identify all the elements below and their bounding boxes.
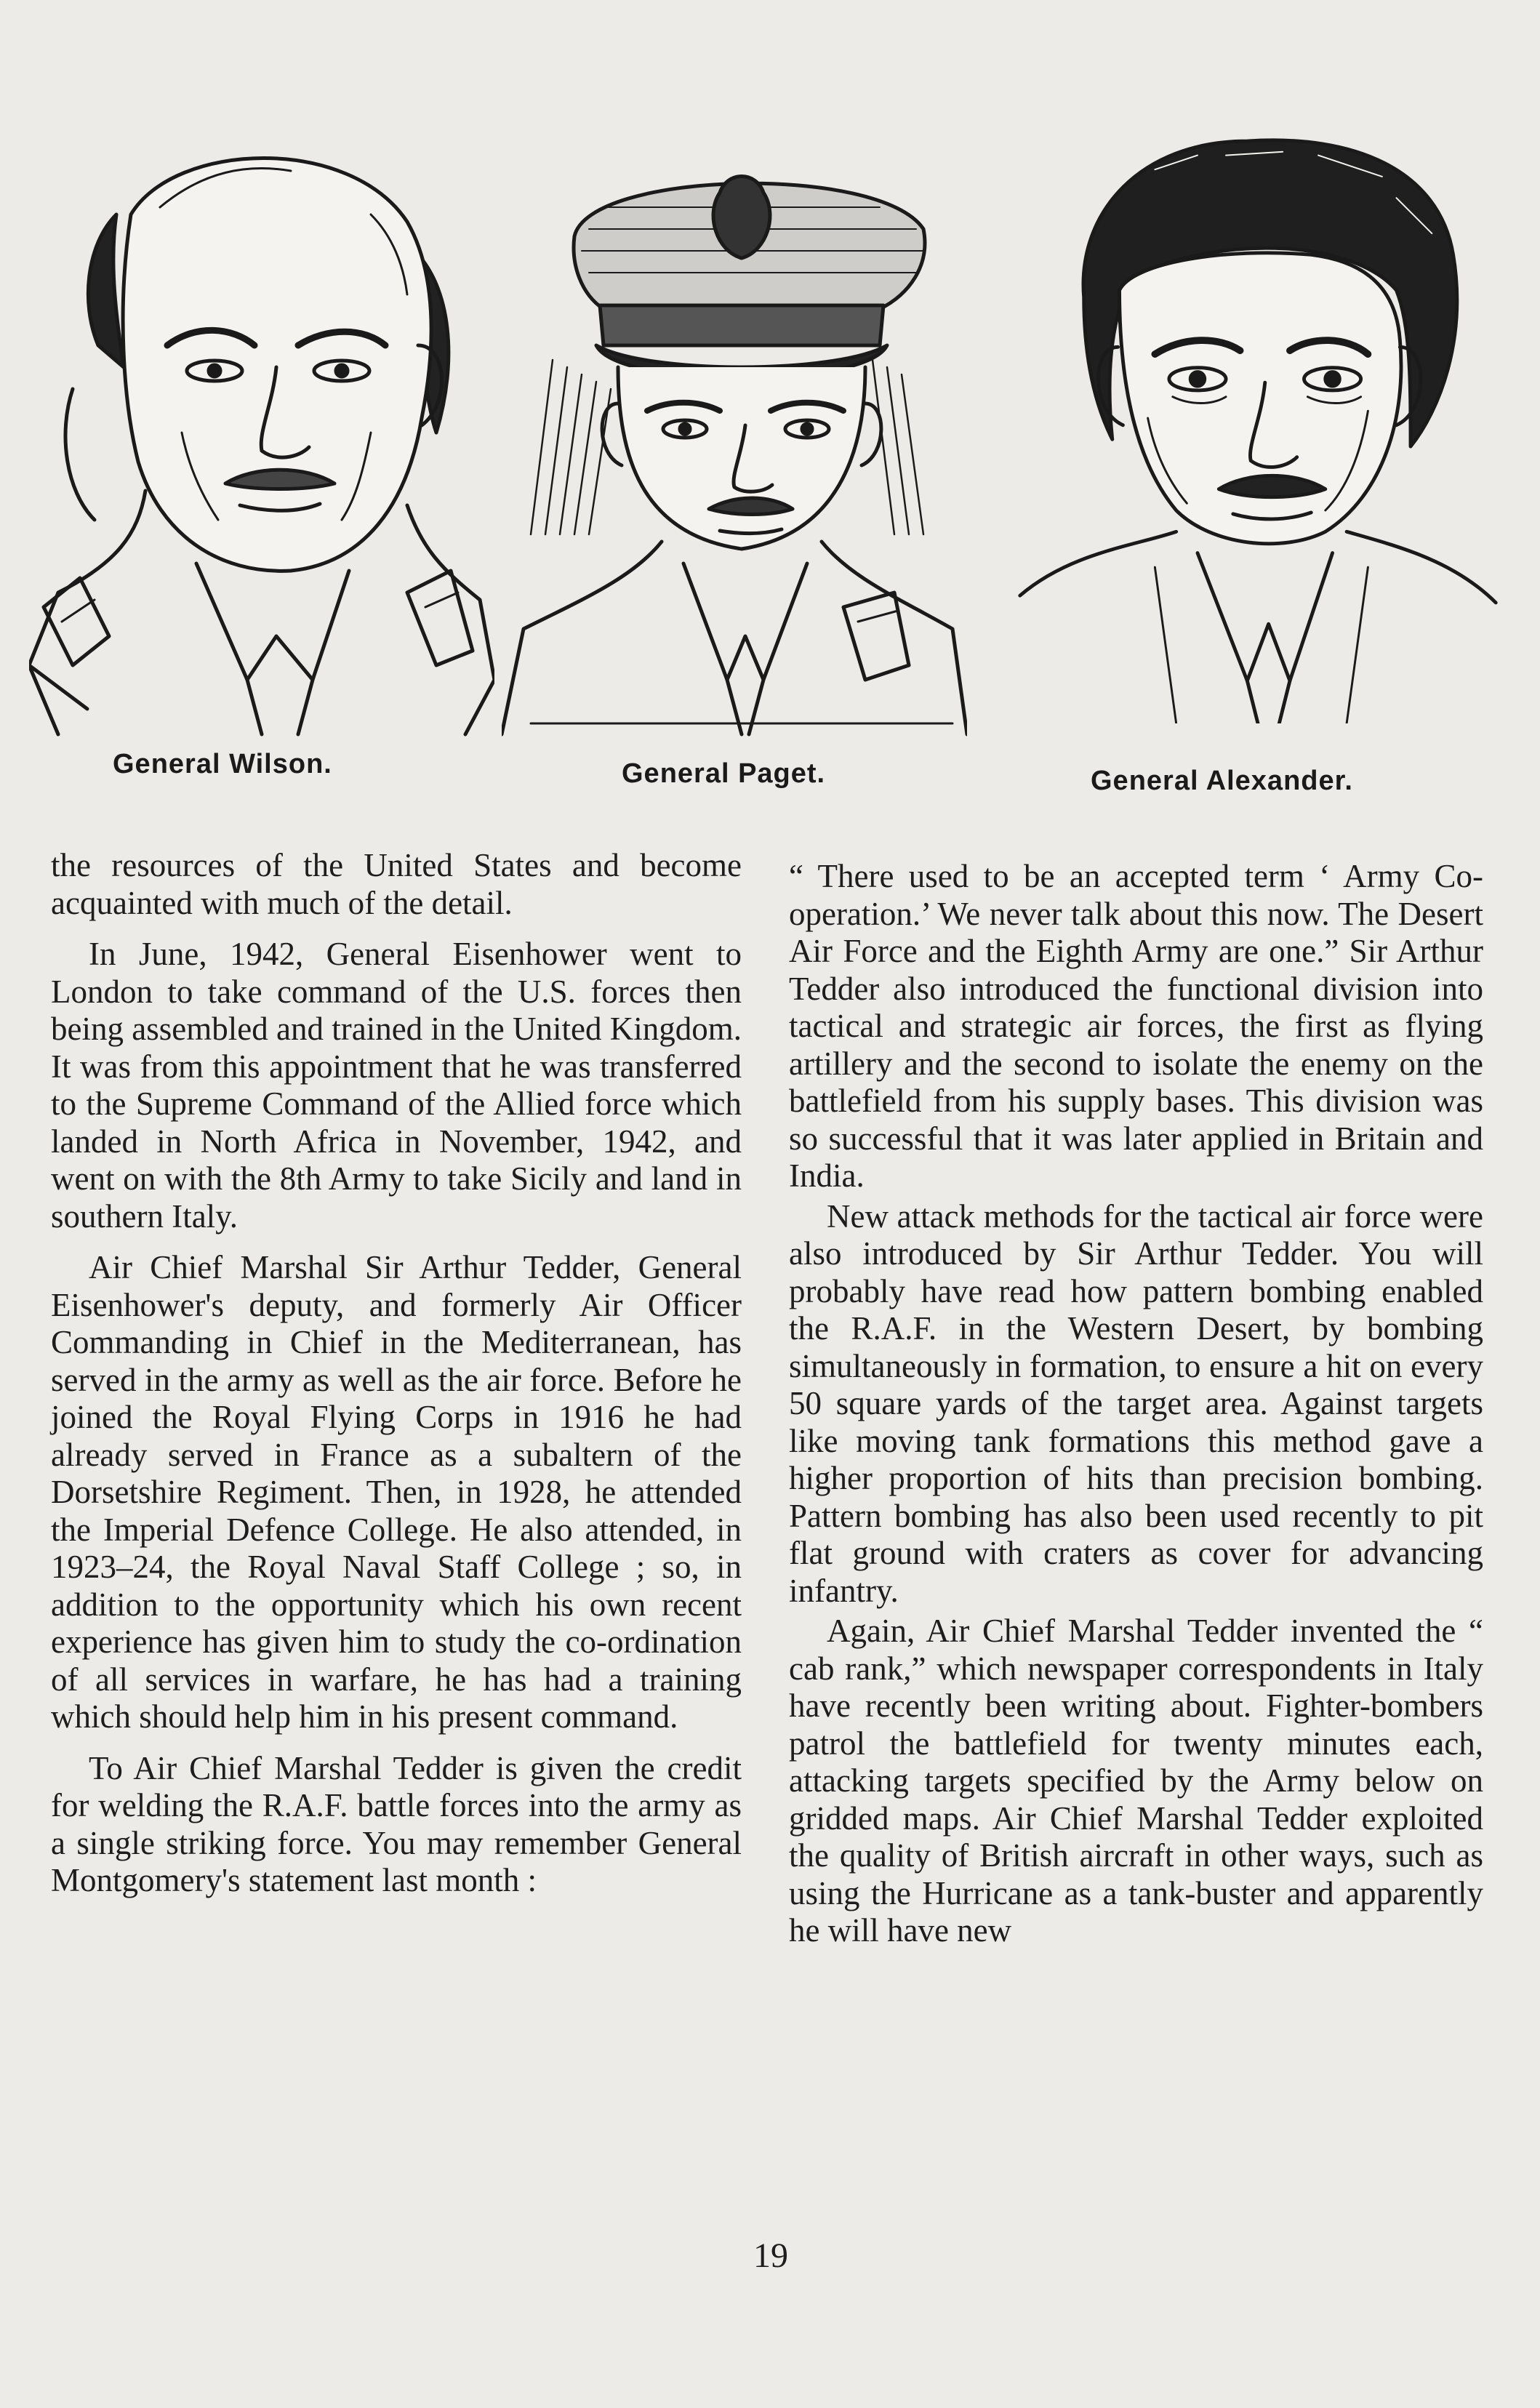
paragraph: In June, 1942, General Eisenhower went to London to take command of the U.S. forces then being assembled and trained in the United Kingdom. It was from this appointment that he was transferred to the Supreme Command of the Allied force which landed in North Africa in November, 1942, and went on with the 8th Army to take Sicily and land in southern Italy. (51, 936, 742, 1235)
portrait-general-wilson (29, 127, 494, 738)
paragraph: “ There used to be an accepted term ‘ Army Co-operation.’ We never talk about this now. The Desert Air Force and the Eighth Army are one.” Sir Arthur Tedder also introduced the functional division into tactical and strategic air forces, the first as flying artillery and the second to isolate the enemy on the battlefield from his supply bases. This division was so successful that it was later applied in Britain and India. (789, 858, 1483, 1194)
paragraph: the resources of the United States and become acquainted with much of the detail. (51, 847, 742, 921)
caption-general-paget: General Paget. (622, 758, 826, 789)
page-number: 19 (753, 2236, 788, 2275)
right-column (789, 858, 1483, 1953)
paragraph: New attack methods for the tactical air force were also introduced by Sir Arthur Tedder. You will probably have read how pattern bombing enabled the R.A.F. in the Western Desert, by bombing simultaneously in formation, to ensure a hit on every 50 square yards of the target area. Against targets like moving tank formations this method gave a higher proportion of hits than precision bombing. Pattern bombing has also been used recently to pit flat ground with craters as cover for advancing infantry. (789, 1197, 1483, 1609)
paragraph: Air Chief Marshal Sir Arthur Tedder, General Eisenhower's deputy, and formerly Air Officer Commanding in Chief in the Mediterranean, has served in the army as well as the air force. Before he joined the Royal Flying Corps in 1916 he had already served in France as a subaltern of the Dorsetshire Regiment. Then, in 1928, he attended the Imperial Defence College. He also attended, in 1923–24, the Royal Naval Staff College ; so, in addition to the opportunity which his own recent experience has given him to study the co-ordination of all services in warfare, he has had a training which should help him in his present command. (51, 1249, 742, 1735)
left-column (51, 847, 742, 1914)
paragraph: To Air Chief Marshal Tedder is given the credit for welding the R.A.F. battle forces into the army as a single striking force. You may remember General Montgomery's statement last month : (51, 1749, 742, 1898)
paragraph: Again, Air Chief Marshal Tedder invented the “ cab rank,” which newspaper correspondents in Italy have recently been writing about. Fighter-bombers patrol the battlefield for twenty minutes each, attacking targets specified by the Army below on gridded maps. Air Chief Marshal Tedder exploited the quality of British aircraft in other ways, such as using the Hurricane as a tank-buster and apparently he will have new (789, 1613, 1483, 1949)
portrait-general-alexander (1007, 113, 1509, 723)
portrait-general-paget (502, 127, 967, 738)
caption-general-wilson: General Wilson. (113, 749, 332, 779)
caption-general-alexander: General Alexander. (1091, 766, 1353, 796)
